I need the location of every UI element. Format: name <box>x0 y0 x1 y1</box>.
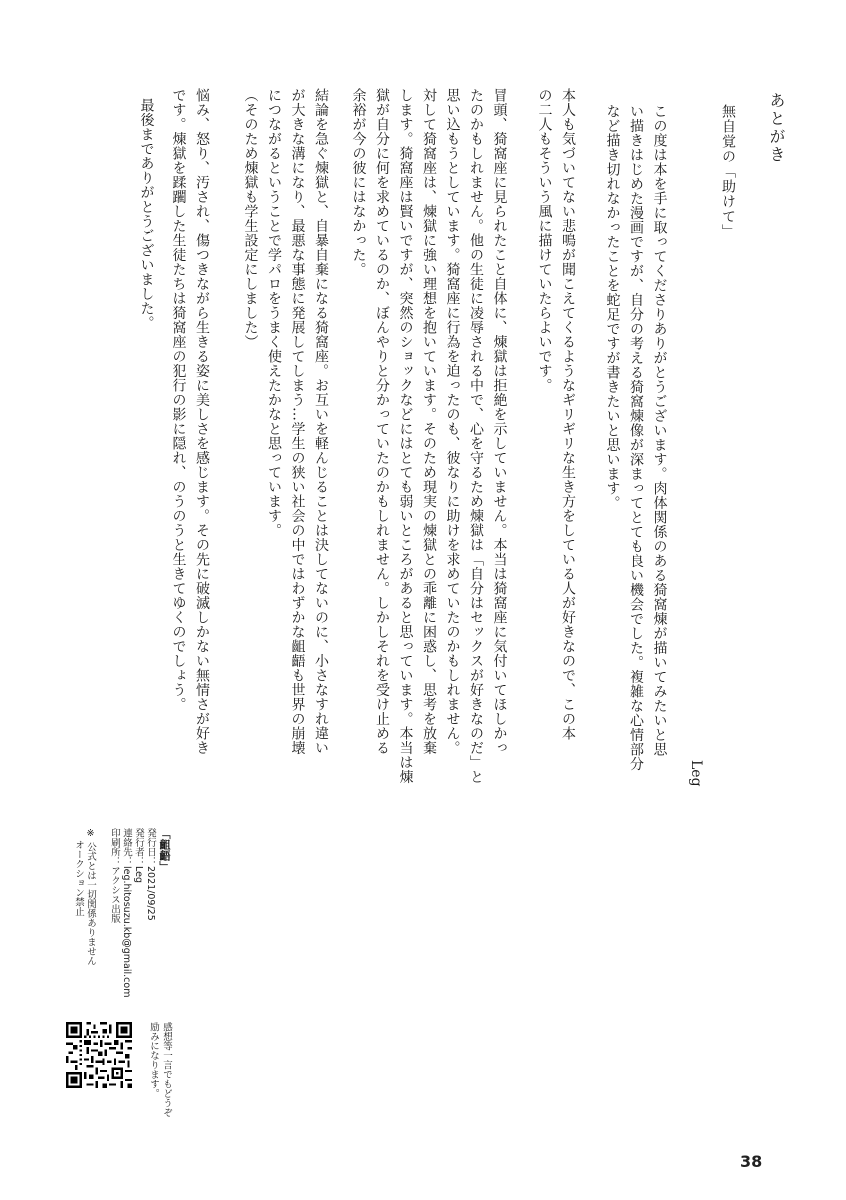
paragraph-beauty: 悩み、怒り、汚され、傷つきながら生きる姿に美しさを感じます。その先に破滅しかない無情さが好き です。煉獄を蹂躙した生徒たちは猗窩座の犯行の影に隠れ、のうのうと生きてゆくのでしょう。 <box>170 88 210 755</box>
afterword-heading: あとがき <box>767 92 786 164</box>
colophon-title: 「齟齬」 <box>158 828 171 872</box>
intro-paragraph: この度は本を手に取ってくださりありがとうございます。肉体関係のある猗窩煉が描いてみたいと思 い描きはじめた漫画ですが、自分の考える猗窩煉像が深まってとても良い機会でした。複雑な心情部分 など描き切れなかったことを蛇足ですが書きたいと思います。 <box>604 104 668 771</box>
page-number: 38 <box>740 1152 763 1171</box>
colophon-note-official: ※ 公式とは一切関係ありません <box>85 828 96 966</box>
qr-caption-line-1: 感想等一言でもどうぞ <box>161 1022 172 1117</box>
colophon-contact: 連絡先：leg.hitosuzu.kb@gmail.com <box>121 828 132 998</box>
qr-caption-line-2: 励みになります。 <box>148 1022 159 1098</box>
colophon-note-auction: オークション禁止 <box>73 840 84 916</box>
paragraph-opening-scene: 冒頭、猗窩座に見られたこと自体に、煉獄は拒絶を示していません。本当は猗窩座に気付いてほしかっ たのかもしれません。他の生徒に凌辱される中で、心を守るため煉獄は「自分はセックスが好きなのだ」と 思い込もうとしています。猗窩座に行為を迫ったのも、彼なりに助けを求めていたのかもしれません。 対して猗窩座は、煉獄に強い理想を抱いています。そのため現実の煉獄との乖離に困惑し、思考を放棄 します。猗窩座は賢いですが、突然のショックなどにはとても弱いところがあると思っています。本当は煉 獄が自分に何を求めているのか、ぼんやりと分かっていたのかもしれません。しかしそれを受け止める 余裕が今の彼にはなかった。 <box>350 88 508 784</box>
afterword-subheading: 無自覚の「助けて」 <box>720 104 736 239</box>
colophon-printer: 印刷所：アクシス出版 <box>109 828 120 923</box>
author-signature: Leg <box>688 760 704 787</box>
paragraph-hidden-screams: 本人も気づいてない悲鳴が聞こえてくるようなギリギリな生き方をしている人が好きなので、この本 の二人もそういう風に描けていたらよいです。 <box>536 88 576 741</box>
qr-code[interactable] <box>66 1022 132 1088</box>
colophon-issue-date: 発行日：2021/09/25 <box>145 828 156 921</box>
closing-line: 最後までありがとうございました。 <box>138 98 155 330</box>
paragraph-conclusion: 結論を急ぐ煉獄と、自暴自棄になる猗窩座。お互いを軽んじることは決してないのに、小さなすれ違い が大きな溝になり、最悪な事態に発展してしまう…学生の狭い社会の中ではわずかな齟齬も世界の崩壊 につながるということで学パロをうまく使えたかなと思っています。 （そのため煉獄も学生設定にしました） <box>242 88 329 755</box>
colophon-publisher: 発行者：Leg <box>133 828 144 884</box>
